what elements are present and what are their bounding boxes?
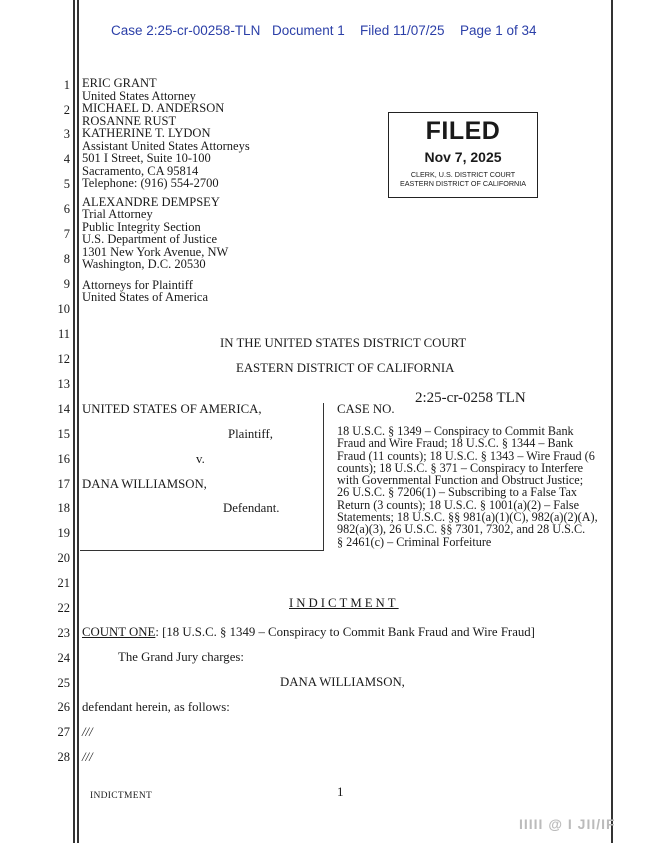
- line-number: 24: [57, 651, 70, 665]
- attorney-line: ALEXANDRE DEMPSEY: [82, 194, 220, 209]
- case-no-label: CASE NO.: [337, 402, 395, 416]
- attorney-line: Sacramento, CA 95814: [82, 163, 199, 178]
- line-number: 7: [63, 227, 70, 241]
- attorney-line: Trial Attorney: [82, 207, 153, 221]
- attorney-line: United States of America: [82, 290, 209, 304]
- line-number: 12: [57, 352, 70, 366]
- filed-stamp-district: EASTERN DISTRICT OF CALIFORNIA: [399, 179, 527, 188]
- attorney-line: 1301 New York Avenue, NW: [82, 244, 229, 259]
- footer-page-number: 1: [337, 784, 344, 799]
- charge-line: counts); 18 U.S.C. § 371 – Conspiracy to Interfere: [337, 460, 584, 475]
- charge-line: Fraud and Wire Fraud; 18 U.S.C. § 1344 – Bank: [337, 436, 574, 451]
- line-number: 16: [57, 452, 70, 466]
- charge-line: 982(a)(3), 26 U.S.C. §§ 7301, 7302, and 28 U.S.C.: [337, 522, 586, 537]
- attorney-line: Public Integrity Section: [82, 219, 201, 234]
- line-number: 23: [57, 626, 70, 640]
- right-margin-rule: [611, 0, 613, 843]
- filed-stamp: [388, 112, 538, 198]
- line-number: 11: [57, 327, 70, 341]
- line-number: 4: [63, 152, 70, 166]
- caption-defendant-role: Defendant.: [223, 501, 280, 515]
- count-label: COUNT ONE: [82, 625, 156, 639]
- filed-stamp-clerk: CLERK, U.S. DISTRICT COURT: [410, 170, 516, 179]
- defendant-as-follows: defendant herein, as follows:: [82, 700, 230, 714]
- line-number: 21: [57, 576, 70, 590]
- caption-bottom-rule: [80, 550, 323, 551]
- count-statute: : [18 U.S.C. § 1349 – Conspiracy to Commit Bank Fraud and Wire Fraud]: [155, 625, 535, 639]
- line-number: 5: [63, 177, 70, 191]
- caption-divider-rule: [323, 403, 324, 551]
- line-number: 9: [63, 277, 70, 291]
- line-number: 3: [63, 127, 70, 141]
- filed-stamp-date: Nov 7, 2025: [424, 149, 502, 165]
- attorney-line: ERIC GRANT: [82, 76, 157, 90]
- case-number: 2:25-cr-0258 TLN: [415, 390, 526, 406]
- caption-plaintiff-role: Plaintiff,: [228, 427, 273, 441]
- attorney-line: Washington, D.C. 20530: [82, 257, 206, 271]
- left-margin-rule-double: [77, 0, 79, 843]
- ecf-case-number: Case 2:25-cr-00258-TLN: [111, 23, 261, 38]
- charges-block: [337, 425, 609, 548]
- charge-line: § 2461(c) – Criminal Forfeiture: [337, 534, 492, 549]
- line-number: 10: [57, 302, 70, 316]
- line-number: 27: [57, 725, 70, 739]
- charge-line: Fraud (11 counts); 18 U.S.C. § 1343 – Wire Fraud (6: [337, 448, 595, 463]
- caption-defendant: DANA WILLIAMSON,: [82, 477, 207, 491]
- footer-label: INDICTMENT: [90, 791, 153, 801]
- watermark: IIIII @ I JII/IF: [519, 816, 616, 832]
- count-heading: [82, 625, 535, 640]
- attorney-line: Assistant United States Attorneys: [82, 138, 250, 153]
- line-number: 15: [57, 427, 70, 441]
- line-number: 14: [57, 402, 70, 416]
- charge-line: Return (3 counts); 18 U.S.C. § 1001(a)(2) – False: [337, 497, 580, 512]
- line-number: 18: [57, 501, 70, 515]
- ecf-page-count: Page 1 of 34: [460, 23, 537, 38]
- line-number: 19: [57, 526, 70, 540]
- court-name: IN THE UNITED STATES DISTRICT COURT: [220, 336, 467, 350]
- document-title: INDICTMENT: [289, 596, 399, 610]
- charge-line: Statements; 18 U.S.C. §§ 981(a)(1)(C), 982(a)(2)(A),: [337, 510, 598, 525]
- caption-versus: v.: [196, 452, 205, 466]
- charge-line: with Governmental Function and Obstruct Justice;: [337, 473, 584, 488]
- line-number: 2: [63, 103, 70, 117]
- line-number: 26: [57, 700, 70, 714]
- filed-stamp-title: FILED: [425, 117, 501, 145]
- continuation-mark: ///: [82, 750, 93, 764]
- defendant-name: DANA WILLIAMSON,: [280, 675, 405, 689]
- line-number: 25: [57, 676, 70, 690]
- charge-line: 26 U.S.C. § 7206(1) – Subscribing to a False Tax: [337, 485, 577, 500]
- caption-plaintiff: UNITED STATES OF AMERICA,: [82, 402, 262, 416]
- ecf-document-number: Document 1: [272, 23, 345, 38]
- attorney-line: 501 I Street, Suite 10-100: [82, 151, 211, 165]
- attorney-line: Attorneys for Plaintiff: [82, 277, 193, 292]
- line-number: 1: [63, 78, 70, 92]
- charge-line: 18 U.S.C. § 1349 – Conspiracy to Commit Bank: [337, 424, 574, 438]
- line-number: 17: [57, 477, 70, 491]
- attorney-line: United States Attorney: [82, 88, 196, 103]
- continuation-mark: ///: [82, 725, 93, 739]
- attorney-line: Telephone: (916) 554-2700: [82, 176, 219, 190]
- line-number: 6: [63, 202, 70, 216]
- attorney-line: MICHAEL D. ANDERSON: [82, 101, 225, 115]
- attorney-line: ROSANNE RUST: [82, 113, 177, 128]
- attorney-block: [82, 77, 250, 304]
- grand-jury-charges: The Grand Jury charges:: [118, 650, 244, 664]
- court-district: EASTERN DISTRICT OF CALIFORNIA: [236, 361, 455, 375]
- attorney-line: KATHERINE T. LYDON: [82, 126, 211, 140]
- line-number: 13: [57, 377, 70, 391]
- ecf-filed-date: Filed 11/07/25: [360, 23, 445, 38]
- line-number: 20: [57, 551, 70, 565]
- line-number: 28: [57, 750, 70, 764]
- attorney-line: U.S. Department of Justice: [82, 232, 218, 246]
- line-number: 8: [63, 252, 70, 266]
- line-number: 22: [57, 601, 70, 615]
- left-margin-rule: [73, 0, 75, 843]
